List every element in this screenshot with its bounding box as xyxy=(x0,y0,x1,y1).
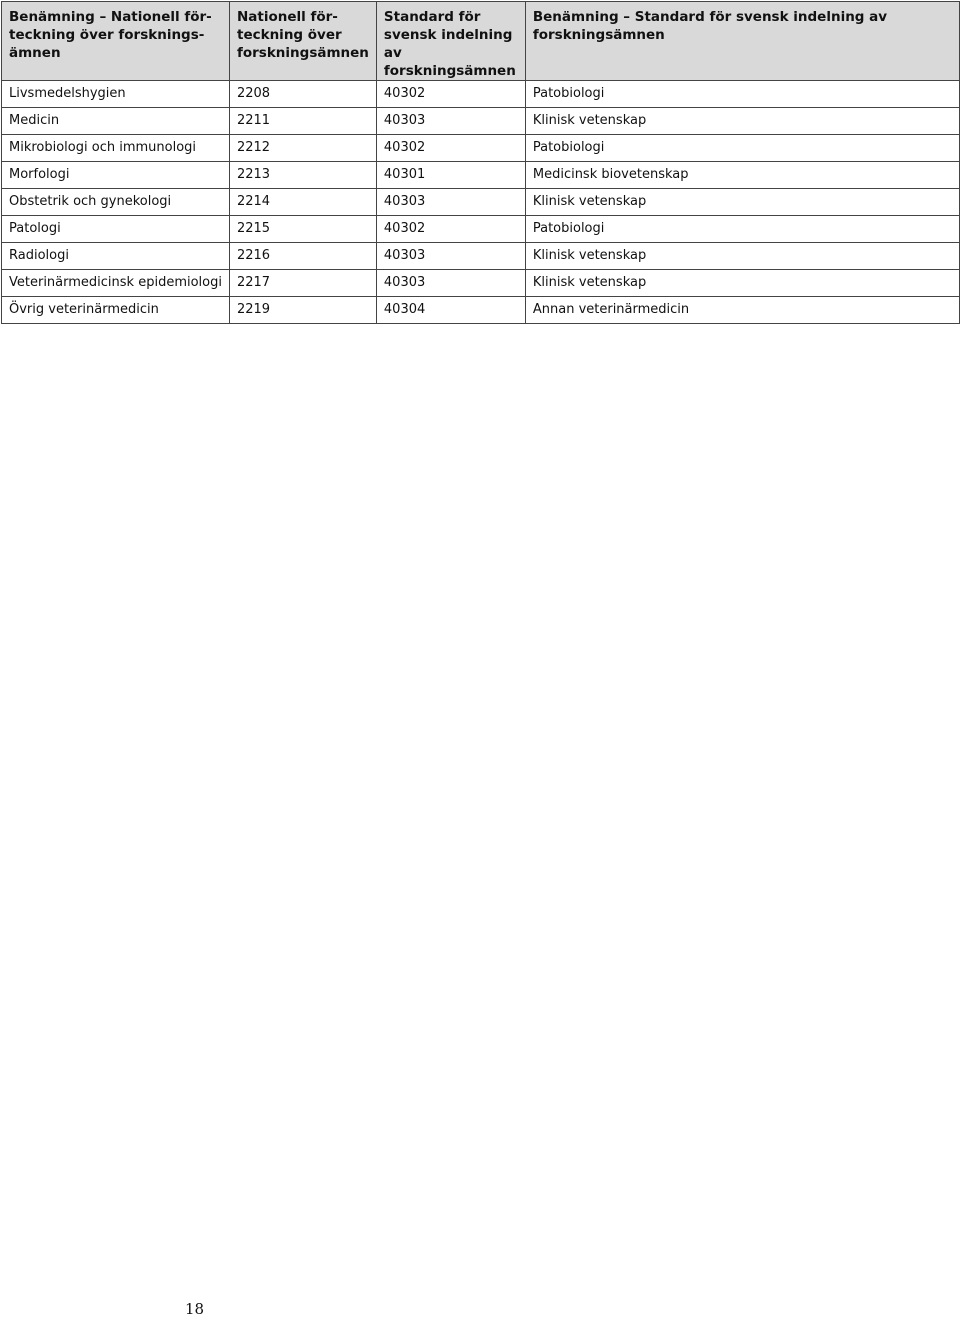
cell-national-name: Obstetrik och gynekologi xyxy=(2,189,230,216)
table-row xyxy=(2,270,960,297)
cell-national-name: Radiologi xyxy=(2,243,230,270)
cell-national-code: 2214 xyxy=(229,189,376,216)
header-national-name: Benämning – Nationell för- teckning över forsknings- ämnen xyxy=(2,2,230,81)
header-standard-name: Benämning – Standard för svensk indelning av forskningsämnen xyxy=(525,2,959,81)
cell-national-code: 2215 xyxy=(229,216,376,243)
header-standard-code: Standard för svensk indelning av forskningsämnen xyxy=(376,2,525,81)
cell-national-name: Patologi xyxy=(2,216,230,243)
cell-standard-code: 40303 xyxy=(376,270,525,297)
cell-national-name: Morfologi xyxy=(2,162,230,189)
table-row xyxy=(2,189,960,216)
cell-national-code: 2217 xyxy=(229,270,376,297)
research-subjects-table xyxy=(1,1,960,324)
cell-standard-name: Medicinsk biovetenskap xyxy=(525,162,959,189)
cell-standard-name: Klinisk vetenskap xyxy=(525,243,959,270)
cell-standard-name: Klinisk vetenskap xyxy=(525,270,959,297)
table-row xyxy=(2,108,960,135)
table-row xyxy=(2,81,960,108)
cell-standard-code: 40303 xyxy=(376,189,525,216)
cell-standard-code: 40303 xyxy=(376,243,525,270)
table-row xyxy=(2,297,960,324)
cell-national-code: 2213 xyxy=(229,162,376,189)
cell-standard-code: 40304 xyxy=(376,297,525,324)
cell-national-name: Livsmedelshygien xyxy=(2,81,230,108)
cell-standard-code: 40301 xyxy=(376,162,525,189)
cell-standard-name: Patobiologi xyxy=(525,135,959,162)
cell-standard-code: 40302 xyxy=(376,81,525,108)
cell-standard-code: 40303 xyxy=(376,108,525,135)
cell-national-code: 2216 xyxy=(229,243,376,270)
cell-standard-code: 40302 xyxy=(376,135,525,162)
cell-national-name: Veterinärmedicinsk epidemiologi xyxy=(2,270,230,297)
cell-national-name: Mikrobiologi och immunologi xyxy=(2,135,230,162)
table-row xyxy=(2,216,960,243)
cell-national-code: 2211 xyxy=(229,108,376,135)
cell-standard-name: Klinisk vetenskap xyxy=(525,108,959,135)
table-row xyxy=(2,243,960,270)
table-row xyxy=(2,162,960,189)
cell-standard-name: Annan veterinärmedicin xyxy=(525,297,959,324)
cell-standard-code: 40302 xyxy=(376,216,525,243)
table-row xyxy=(2,135,960,162)
cell-standard-name: Patobiologi xyxy=(525,81,959,108)
cell-standard-name: Klinisk vetenskap xyxy=(525,189,959,216)
cell-national-name: Övrig veterinärmedicin xyxy=(2,297,230,324)
cell-national-code: 2212 xyxy=(229,135,376,162)
cell-national-code: 2208 xyxy=(229,81,376,108)
page-number: 18 xyxy=(185,1300,205,1318)
cell-national-name: Medicin xyxy=(2,108,230,135)
table-header-row xyxy=(2,2,960,81)
cell-national-code: 2219 xyxy=(229,297,376,324)
header-national-code: Nationell för- teckning över forskningsämnen xyxy=(229,2,376,81)
cell-standard-name: Patobiologi xyxy=(525,216,959,243)
